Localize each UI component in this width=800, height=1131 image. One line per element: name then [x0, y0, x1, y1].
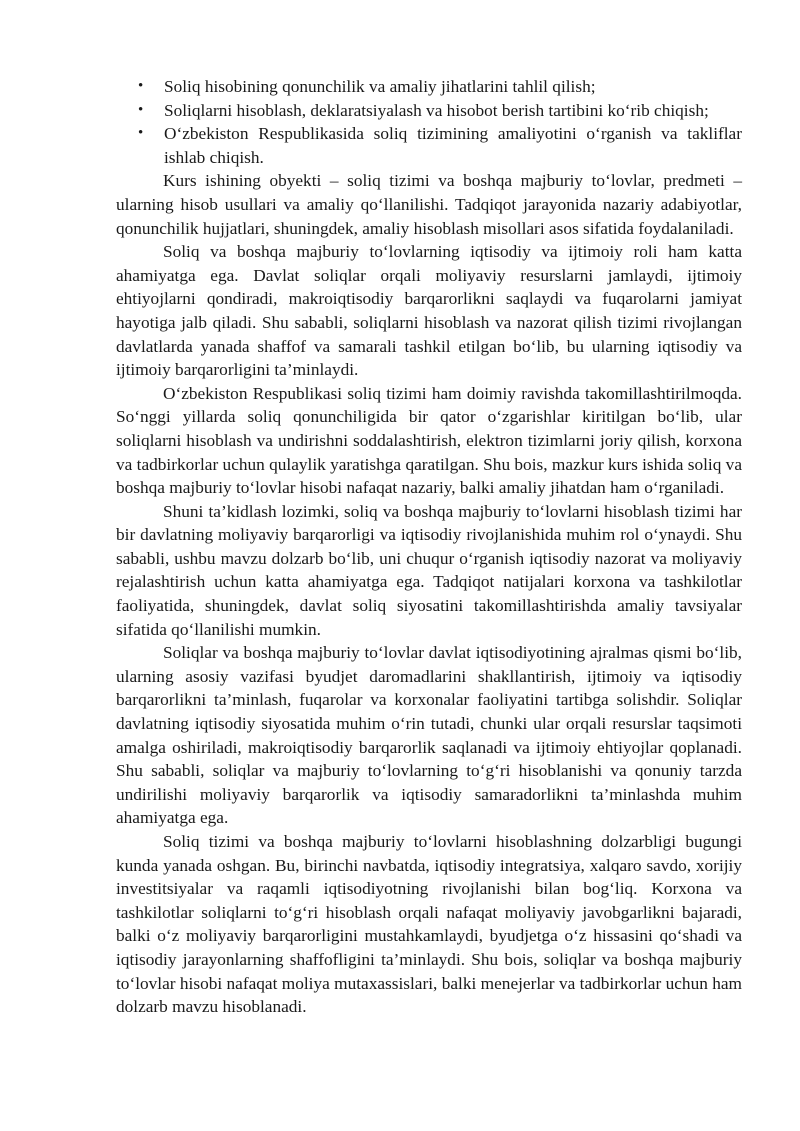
bullet-icon: •	[138, 125, 144, 142]
paragraph-economic-role: Soliq va boshqa majburiy to‘lovlarning iqtisodiy va ijtimoiy roli ham katta ahamiyatga ega. Davlat soliqlar orqali moliyaviy resurslarni jamlaydi, ijtimoiy ehtiyojlarni qondiradi, makroiqtisodiy barqarorlikni saqlaydi va fuqarolarni jamiyat hayotiga jalb qiladi. Shu sababli, soliqlarni hisoblash va nazorat qilish tizimi rivojlangan davlatlarda yanada shaffof va samarali tashkil etilgan bo‘lib, bu ularning iqtisodiy va ijtimoiy barqarorligini ta’minlaydi.	[116, 242, 742, 380]
paragraph-state-economy: Soliqlar va boshqa majburiy to‘lovlar davlat iqtisodiyotining ajralmas qismi bo‘lib, ularning asosiy vazifasi byudjet daromadlarini shakllantirish, ijtimoiy va iqtisodiy barqarorlikni ta’minlash, fuqarolar va korxonalar faoliyatini tartibga solishdir. Soliqlar davlatning iqtisodiy siyosatida muhim o‘rin tutadi, chunki ular orqali resurslar taqsimoti amalga oshiriladi, makroiqtisodiy barqarorlik saqlanadi va ijtimoiy ehtiyojlar qoplanadi. Shu sababli, soliqlar va majburiy to‘lovlarning to‘g‘ri hisoblanishi va qonuniy tarzda undirilishi moliyaviy barqarorlik va iqtisodiy samaradorlikni ta’minlashda muhim ahamiyatga ega.	[116, 643, 742, 828]
list-item	[116, 99, 742, 123]
paragraph-relevance: Soliq tizimi va boshqa majburiy to‘lovlarni hisoblashning dolzarbligi bugungi kunda yanada oshgan. Bu, birinchi navbatda, iqtisodiy integratsiya, xalqaro savdo, xorijiy investitsiyalar va raqamli iqtisodiyotning rivojlanishi bilan bog‘liq. Korxona va tashkilotlar soliqlarni to‘g‘ri hisoblash orqali nafaqat moliyaviy javobgarlikni bajaradi, balki o‘z moliyaviy barqarorligini mustahkamlaydi, byudjetga o‘z hissasini qo‘shadi va iqtisodiy jarayonlarning shaffofligini ta’minlaydi. Shu bois, soliqlar va boshqa majburiy to‘lovlar hisobi nafaqat moliya mutaxassislari, balki menejerlar va tadbirkorlar uchun ham dolzarb mavzu hisoblanadi.	[116, 832, 742, 1017]
objectives-list	[116, 75, 742, 169]
list-item-text: Soliq hisobining qonunchilik va amaliy jihatlarini tahlil qilish;	[164, 77, 596, 96]
paragraph-importance: Shuni ta’kidlash lozimki, soliq va boshqa majburiy to‘lovlarni hisoblash tizimi har bir davlatning moliyaviy barqarorligi va iqtisodiy rivojlanishida muhim rol o‘ynaydi. Shu sababli, ushbu mavzu dolzarb bo‘lib, uni chuqur o‘rganish iqtisodiy nazorat va moliyaviy rejalashtirish uchun katta ahamiyatga ega. Tadqiqot natijalari korxona va tashkilotlar faoliyatida, shuningdek, davlat soliq siyosatini takomillashtirishda amaliy tavsiyalar sifatida qo‘llanilishi mumkin.	[116, 501, 742, 639]
list-item-text: Soliqlarni hisoblash, deklaratsiyalash va hisobot berish tartibini ko‘rib chiqish;	[164, 100, 709, 120]
document-page	[116, 75, 742, 1019]
list-item	[116, 122, 742, 169]
paragraph-research-object: Kurs ishining obyekti – soliq tizimi va boshqa majburiy to‘lovlar, predmeti – ularning hisob usullari va amaliy qo‘llanilishi. Tadqiqot jarayonida nazariy adabiyotlar, qonunchilik hujjatlari, shuningdek, amaliy hisoblash misollari asos sifatida foydalaniladi.	[116, 171, 742, 238]
list-item-text: O‘zbekiston Respublikasida soliq tizimining amaliyotini o‘rganish va takliflar ishlab chiqish.	[164, 124, 742, 167]
bullet-icon: •	[138, 101, 144, 118]
bullet-icon: •	[138, 78, 144, 94]
list-item	[116, 75, 742, 99]
paragraph-tax-system-improvement: O‘zbekiston Respublikasi soliq tizimi ham doimiy ravishda takomillashtirilmoqda. So‘nggi yillarda soliq qonunchiligida bir qator o‘zgarishlar kiritilgan bo‘lib, ular soliqlarni hisoblash va undirishni soddalashtirish, elektron tizimlarni joriy qilish, korxona va tadbirkorlar uchun qulaylik yaratishga qaratilgan. Shu bois, mazkur kurs ishida soliq va boshqa majburiy to‘lovlar hisobi nafaqat nazariy, balki amaliy jihatdan ham o‘rganiladi.	[116, 383, 742, 498]
